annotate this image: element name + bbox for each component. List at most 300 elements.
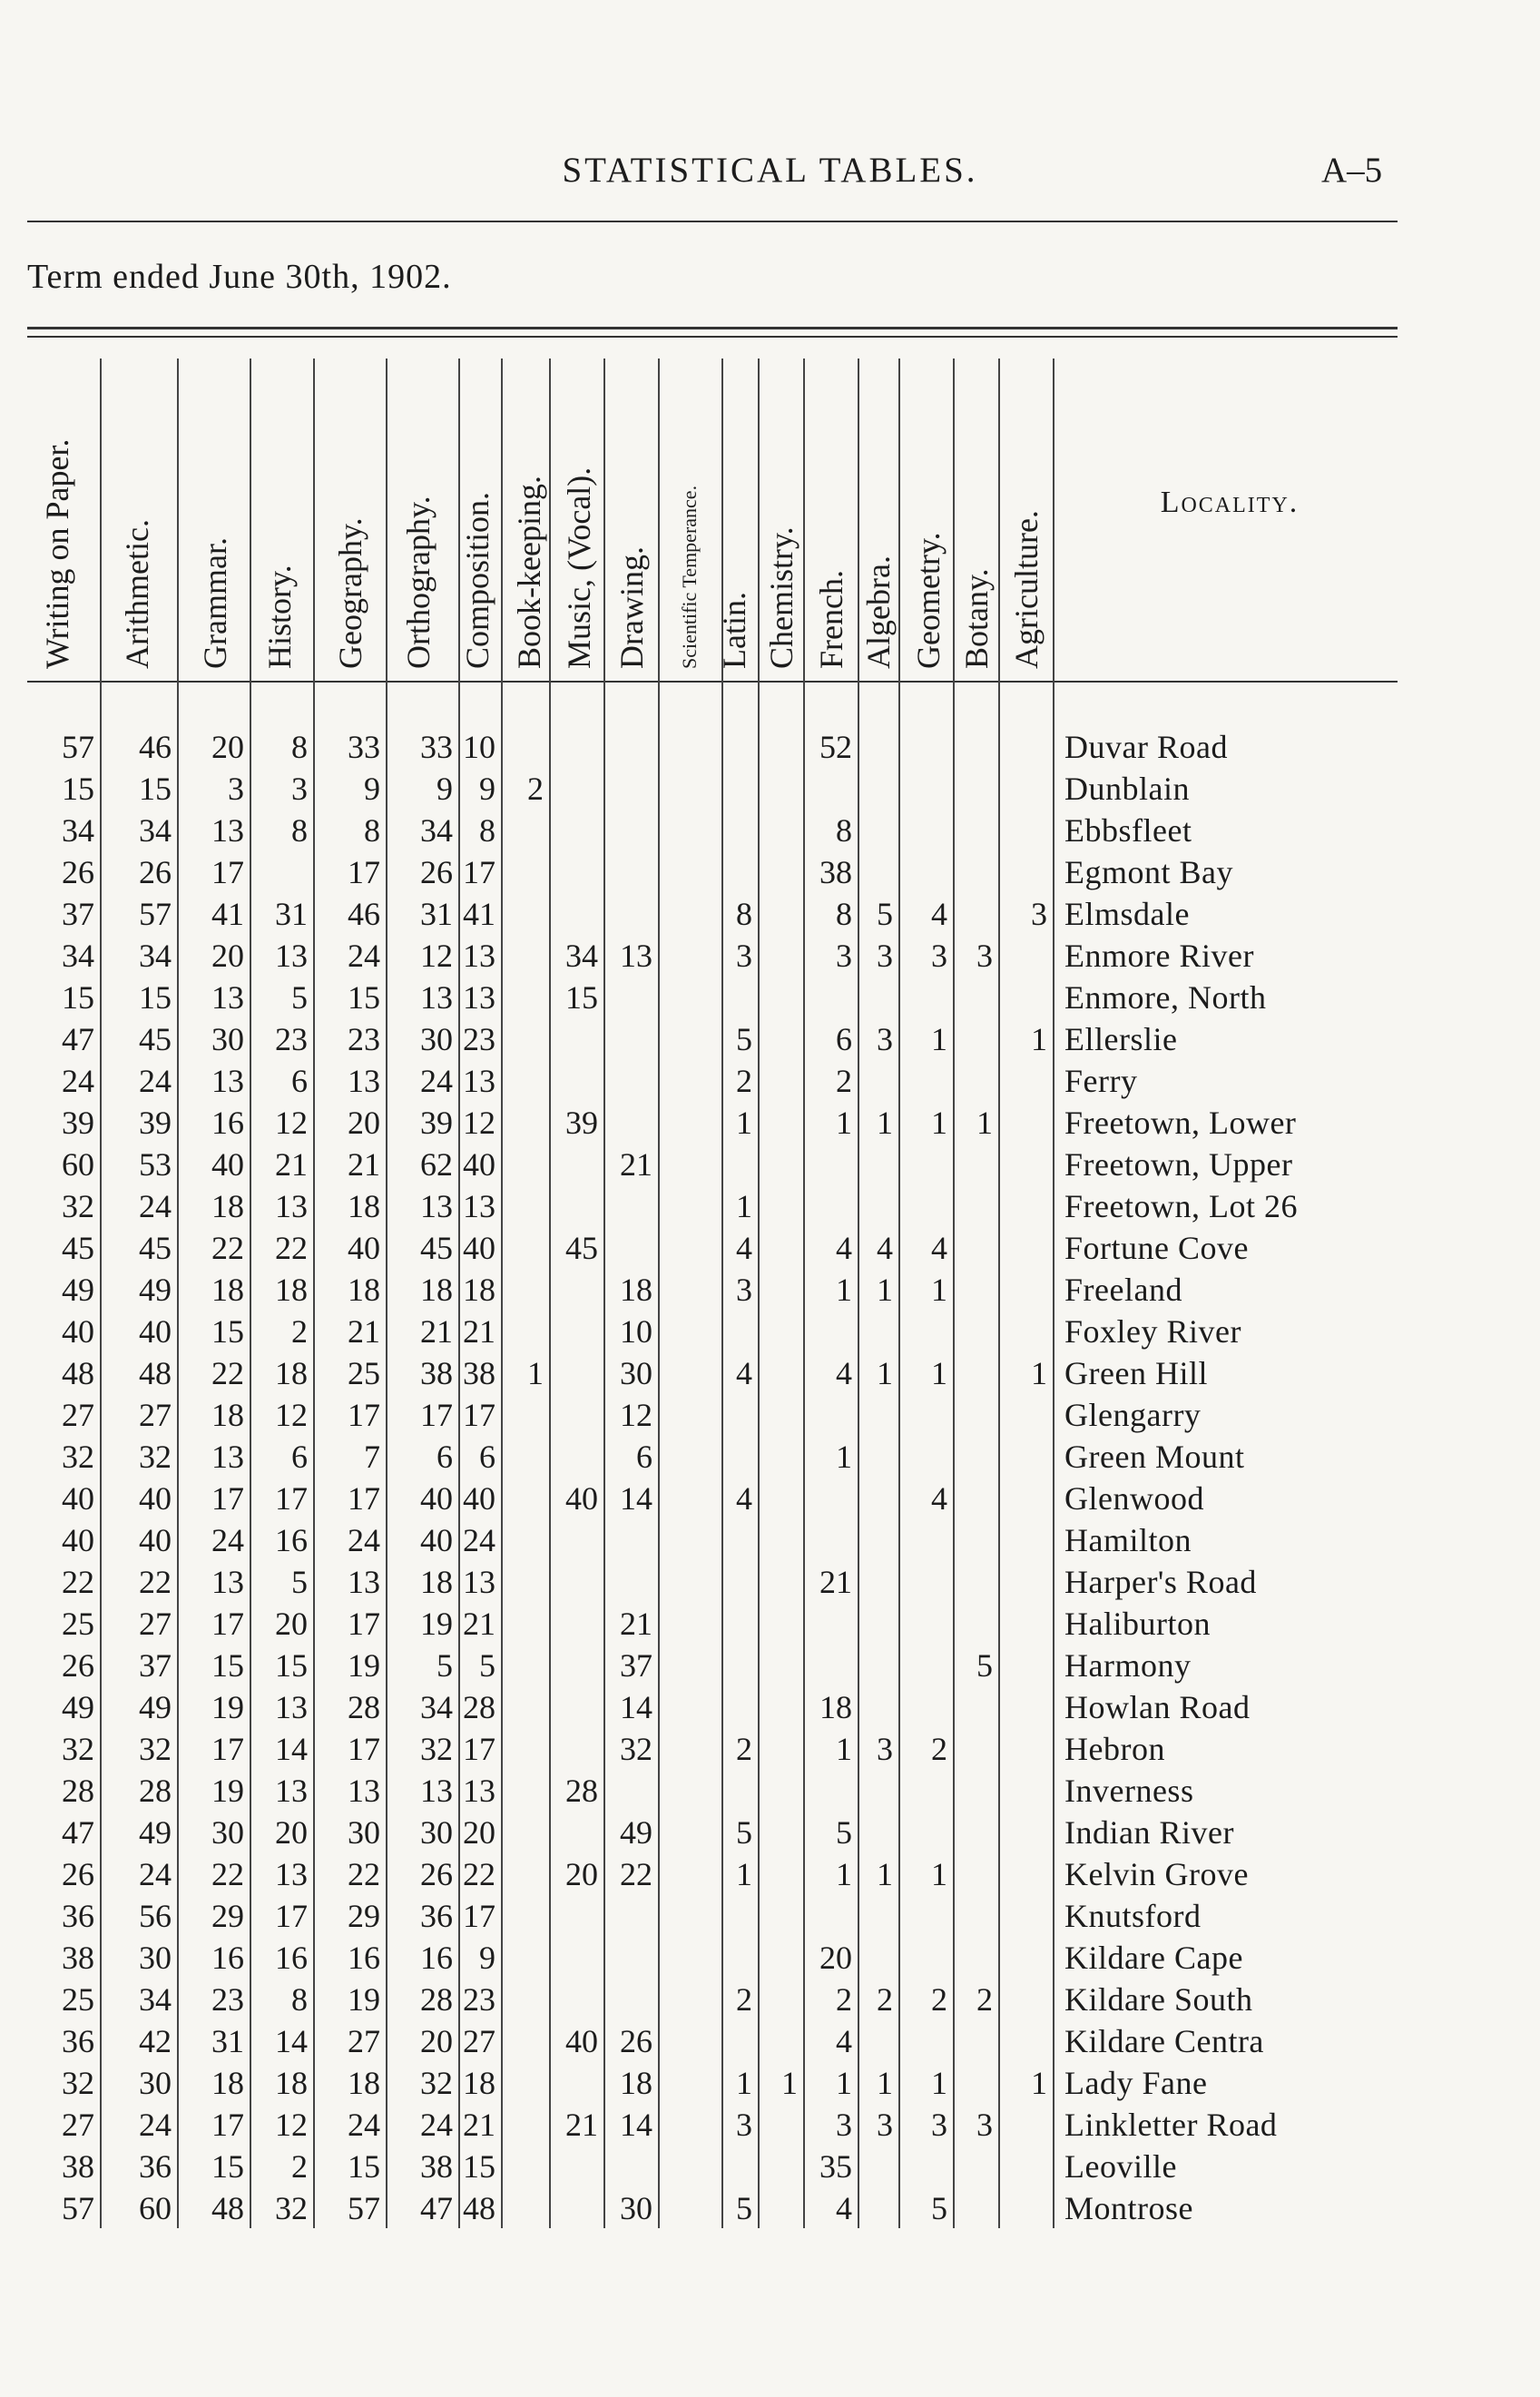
table-cell: 38	[420, 2148, 453, 2185]
table-cell: 26	[620, 2023, 652, 2059]
table-row	[0, 1102, 1540, 1144]
table-cell: 5	[736, 2190, 752, 2226]
table-cell: 28	[139, 1773, 172, 1809]
table-cell: 18	[348, 1188, 380, 1224]
table-cell: 2	[736, 1731, 752, 1767]
table-cell: 15	[348, 979, 380, 1016]
table-cell: 4	[736, 1480, 752, 1517]
table-cell: 6	[291, 1439, 308, 1475]
table-cell: 1	[877, 2065, 893, 2101]
table-cell: 17	[348, 1480, 380, 1517]
table-cell: 3	[976, 2107, 993, 2143]
table-cell: 21	[620, 1606, 652, 1642]
table-cell: 13	[463, 938, 495, 974]
table-row	[0, 2187, 1540, 2229]
table-cell: 48	[139, 1355, 172, 1391]
table-cell: 40	[348, 1230, 380, 1266]
table-cell: 16	[275, 1522, 308, 1558]
table-cell: 6	[479, 1439, 495, 1475]
table-cell: 21	[348, 1146, 380, 1183]
table-cell: 19	[211, 1689, 244, 1725]
table-cell: 12	[463, 1105, 495, 1141]
table-cell: 9	[479, 1940, 495, 1976]
table-cell: 18	[620, 1272, 652, 1308]
table-cell: 8	[291, 729, 308, 765]
table-cell: 18	[420, 1564, 453, 1600]
table-cell: 1	[931, 1272, 947, 1308]
table-cell: 40	[62, 1522, 94, 1558]
table-cell: 9	[436, 771, 453, 807]
column-header: Geometry.	[910, 532, 947, 669]
table-cell: 41	[211, 896, 244, 932]
table-cell: 32	[420, 2065, 453, 2101]
locality-cell: Duvar Road	[1064, 729, 1228, 765]
table-cell: 7	[364, 1439, 380, 1475]
table-cell: 4	[736, 1230, 752, 1266]
table-row	[0, 1144, 1540, 1185]
table-row	[0, 1311, 1540, 1352]
table-cell: 20	[420, 2023, 453, 2059]
table-cell: 15	[211, 2148, 244, 2185]
table-cell: 3	[836, 938, 852, 974]
table-cell: 4	[736, 1355, 752, 1391]
table-cell: 3	[291, 771, 308, 807]
column-header: Botany.	[958, 568, 995, 669]
table-cell: 40	[463, 1480, 495, 1517]
table-cell: 22	[62, 1564, 94, 1600]
table-row	[0, 1018, 1540, 1060]
table-cell: 24	[420, 1063, 453, 1099]
column-header: Drawing.	[613, 546, 650, 669]
table-cell: 48	[463, 2190, 495, 2226]
table-cell: 45	[62, 1230, 94, 1266]
table-cell: 1	[736, 1856, 752, 1892]
table-cell: 45	[139, 1021, 172, 1057]
table-row	[0, 1603, 1540, 1645]
table-cell: 45	[565, 1230, 598, 1266]
table-cell: 23	[463, 1021, 495, 1057]
table-cell: 1	[836, 1272, 852, 1308]
table-cell: 1	[736, 1188, 752, 1224]
table-row	[0, 768, 1540, 810]
table-cell: 30	[139, 2065, 172, 2101]
table-row	[0, 851, 1540, 893]
table-cell: 3	[736, 2107, 752, 2143]
table-cell: 27	[62, 2107, 94, 2143]
table-cell: 15	[62, 979, 94, 1016]
table-cell: 19	[211, 1773, 244, 1809]
table-cell: 18	[348, 1272, 380, 1308]
table-cell: 39	[565, 1105, 598, 1141]
table-cell: 13	[420, 1188, 453, 1224]
table-cell: 62	[420, 1146, 453, 1183]
table-cell: 1	[781, 2065, 798, 2101]
column-header: Book-keeping.	[511, 476, 547, 669]
table-cell: 17	[275, 1480, 308, 1517]
table-row	[0, 1728, 1540, 1770]
column-header: French.	[813, 570, 849, 669]
table-cell: 48	[62, 1355, 94, 1391]
table-cell: 28	[463, 1689, 495, 1725]
table-cell: 21	[620, 1146, 652, 1183]
table-cell: 1	[877, 1355, 893, 1391]
table-cell: 40	[565, 1480, 598, 1517]
table-cell: 20	[211, 729, 244, 765]
table-cell: 32	[275, 2190, 308, 2226]
table-cell: 3	[836, 2107, 852, 2143]
table-cell: 20	[463, 1814, 495, 1851]
table-cell: 48	[211, 2190, 244, 2226]
table-cell: 10	[463, 729, 495, 765]
table-cell: 31	[275, 896, 308, 932]
table-cell: 27	[348, 2023, 380, 2059]
table-cell: 57	[139, 896, 172, 932]
table-row	[0, 1645, 1540, 1686]
table-cell: 49	[139, 1272, 172, 1308]
table-cell: 20	[565, 1856, 598, 1892]
table-cell: 16	[275, 1940, 308, 1976]
locality-cell: Kildare Cape	[1064, 1940, 1243, 1976]
table-cell: 30	[420, 1021, 453, 1057]
table-cell: 29	[211, 1898, 244, 1934]
table-cell: 37	[620, 1647, 652, 1684]
table-cell: 15	[211, 1313, 244, 1350]
table-cell: 1	[736, 1105, 752, 1141]
table-cell: 30	[139, 1940, 172, 1976]
table-cell: 1	[931, 1856, 947, 1892]
table-row	[0, 1185, 1540, 1227]
table-cell: 38	[819, 854, 852, 890]
table-cell: 17	[348, 1606, 380, 1642]
table-cell: 36	[62, 1898, 94, 1934]
table-cell: 45	[139, 1230, 172, 1266]
table-cell: 32	[139, 1731, 172, 1767]
table-cell: 26	[62, 854, 94, 890]
table-cell: 13	[275, 1689, 308, 1725]
table-cell: 57	[62, 2190, 94, 2226]
table-cell: 21	[463, 2107, 495, 2143]
table-cell: 45	[420, 1230, 453, 1266]
table-row	[0, 1060, 1540, 1102]
table-cell: 13	[420, 1773, 453, 1809]
table-cell: 21	[275, 1146, 308, 1183]
table-cell: 21	[420, 1313, 453, 1350]
table-cell: 57	[348, 2190, 380, 2226]
table-cell: 17	[420, 1397, 453, 1433]
table-cell: 16	[420, 1940, 453, 1976]
table-cell: 3	[931, 2107, 947, 2143]
table-cell: 32	[62, 2065, 94, 2101]
table-cell: 32	[62, 1188, 94, 1224]
table-cell: 12	[275, 2107, 308, 2143]
table-cell: 42	[139, 2023, 172, 2059]
table-cell: 27	[463, 2023, 495, 2059]
table-cell: 17	[211, 854, 244, 890]
column-header: Chemistry.	[763, 526, 799, 669]
table-cell: 39	[139, 1105, 172, 1141]
table-cell: 1	[836, 1105, 852, 1141]
table-cell: 1	[877, 1105, 893, 1141]
locality-cell: Linkletter Road	[1064, 2107, 1278, 2143]
locality-cell: Ferry	[1064, 1063, 1138, 1099]
table-cell: 12	[275, 1397, 308, 1433]
table-cell: 13	[463, 1564, 495, 1600]
table-cell: 5	[291, 979, 308, 1016]
table-cell: 24	[139, 1188, 172, 1224]
table-cell: 32	[139, 1439, 172, 1475]
table-row	[0, 1227, 1540, 1269]
table-cell: 13	[211, 1063, 244, 1099]
table-cell: 5	[836, 1814, 852, 1851]
table-cell: 35	[819, 2148, 852, 2185]
table-cell: 1	[877, 1856, 893, 1892]
table-cell: 12	[620, 1397, 652, 1433]
locality-cell: Freetown, Lot 26	[1064, 1188, 1298, 1224]
table-cell: 1	[931, 1105, 947, 1141]
table-cell: 18	[819, 1689, 852, 1725]
table-cell: 49	[139, 1814, 172, 1851]
table-cell: 17	[463, 1898, 495, 1934]
table-cell: 26	[139, 854, 172, 890]
locality-cell: Freetown, Upper	[1064, 1146, 1293, 1183]
table-cell: 25	[348, 1355, 380, 1391]
table-cell: 40	[463, 1146, 495, 1183]
locality-cell: Ebbsfleet	[1064, 812, 1192, 849]
table-cell: 17	[275, 1898, 308, 1934]
table-cell: 17	[348, 1731, 380, 1767]
table-cell: 17	[211, 1731, 244, 1767]
table-cell: 16	[348, 1940, 380, 1976]
table-cell: 4	[836, 1355, 852, 1391]
table-cell: 18	[211, 2065, 244, 2101]
table-cell: 18	[463, 2065, 495, 2101]
table-cell: 26	[420, 1856, 453, 1892]
column-header: Agriculture.	[1008, 510, 1045, 669]
table-cell: 18	[463, 1272, 495, 1308]
table-cell: 60	[62, 1146, 94, 1183]
table-cell: 25	[62, 1606, 94, 1642]
table-cell: 36	[62, 2023, 94, 2059]
table-cell: 38	[62, 2148, 94, 2185]
locality-cell: Glenwood	[1064, 1480, 1204, 1517]
table-cell: 1	[736, 2065, 752, 2101]
table-cell: 4	[877, 1230, 893, 1266]
table-cell: 16	[211, 1105, 244, 1141]
table-cell: 13	[620, 938, 652, 974]
table-cell: 21	[819, 1564, 852, 1600]
table-cell: 60	[139, 2190, 172, 2226]
table-cell: 6	[436, 1439, 453, 1475]
table-cell: 33	[348, 729, 380, 765]
column-header: Orthography.	[400, 496, 436, 669]
table-cell: 13	[463, 979, 495, 1016]
table-row	[0, 1436, 1540, 1478]
table-cell: 40	[139, 1480, 172, 1517]
table-row	[0, 935, 1540, 977]
locality-cell: Ellerslie	[1064, 1021, 1178, 1057]
table-cell: 47	[62, 1814, 94, 1851]
locality-cell: Haliburton	[1064, 1606, 1211, 1642]
locality-cell: Leoville	[1064, 2148, 1177, 2185]
table-cell: 1	[836, 1856, 852, 1892]
table-cell: 2	[877, 1981, 893, 2018]
table-cell: 56	[139, 1898, 172, 1934]
table-cell: 17	[211, 2107, 244, 2143]
table-row	[0, 1686, 1540, 1728]
table-cell: 13	[463, 1063, 495, 1099]
table-cell: 13	[275, 1856, 308, 1892]
table-cell: 18	[620, 2065, 652, 2101]
table-cell: 40	[565, 2023, 598, 2059]
table-cell: 8	[291, 1981, 308, 2018]
table-cell: 20	[819, 1940, 852, 1976]
table-cell: 23	[463, 1981, 495, 2018]
table-cell: 32	[62, 1731, 94, 1767]
locality-cell: Hebron	[1064, 1731, 1165, 1767]
table-cell: 23	[211, 1981, 244, 2018]
table-cell: 20	[275, 1606, 308, 1642]
table-cell: 40	[62, 1313, 94, 1350]
table-cell: 3	[931, 938, 947, 974]
table-cell: 49	[139, 1689, 172, 1725]
table-cell: 12	[420, 938, 453, 974]
table-cell: 36	[139, 2148, 172, 2185]
locality-cell: Fortune Cove	[1064, 1230, 1249, 1266]
table-row	[0, 1519, 1540, 1561]
table-cell: 27	[62, 1397, 94, 1433]
table-cell: 33	[420, 729, 453, 765]
table-cell: 14	[620, 2107, 652, 2143]
table-cell: 2	[736, 1981, 752, 2018]
table-cell: 3	[736, 1272, 752, 1308]
table-cell: 17	[348, 854, 380, 890]
table-cell: 14	[275, 2023, 308, 2059]
table-cell: 24	[62, 1063, 94, 1099]
table-cell: 40	[211, 1146, 244, 1183]
table-cell: 13	[211, 1564, 244, 1600]
table-cell: 52	[819, 729, 852, 765]
table-cell: 1	[877, 1272, 893, 1308]
table-row	[0, 1979, 1540, 2020]
table-cell: 1	[836, 2065, 852, 2101]
table-cell: 2	[836, 1063, 852, 1099]
table-cell: 17	[211, 1606, 244, 1642]
table-cell: 20	[275, 1814, 308, 1851]
table-cell: 17	[463, 1731, 495, 1767]
locality-cell: Inverness	[1064, 1773, 1194, 1809]
table-cell: 17	[463, 854, 495, 890]
table-cell: 28	[62, 1773, 94, 1809]
table-cell: 8	[736, 896, 752, 932]
table-row	[0, 1853, 1540, 1895]
table-cell: 26	[420, 854, 453, 890]
table-cell: 3	[1031, 896, 1047, 932]
table-cell: 22	[463, 1856, 495, 1892]
table-cell: 1	[931, 2065, 947, 2101]
table-cell: 24	[139, 1856, 172, 1892]
table-cell: 18	[211, 1397, 244, 1433]
table-cell: 14	[620, 1480, 652, 1517]
table-cell: 1	[931, 1355, 947, 1391]
table-cell: 15	[565, 979, 598, 1016]
table-cell: 24	[463, 1522, 495, 1558]
table-cell: 26	[62, 1856, 94, 1892]
table-cell: 46	[139, 729, 172, 765]
locality-cell: Dunblain	[1064, 771, 1190, 807]
page-title: STATISTICAL TABLES.	[562, 151, 978, 190]
table-cell: 5	[291, 1564, 308, 1600]
table-cell: 9	[364, 771, 380, 807]
table-cell: 1	[1031, 1021, 1047, 1057]
table-cell: 22	[620, 1856, 652, 1892]
locality-cell: Enmore River	[1064, 938, 1254, 974]
table-cell: 8	[291, 812, 308, 849]
table-cell: 21	[463, 1606, 495, 1642]
table-cell: 9	[479, 771, 495, 807]
table-cell: 5	[976, 1647, 993, 1684]
table-row	[0, 810, 1540, 851]
table-cell: 24	[211, 1522, 244, 1558]
table-cell: 2	[291, 1313, 308, 1350]
table-cell: 24	[348, 1522, 380, 1558]
table-cell: 28	[348, 1689, 380, 1725]
table-cell: 49	[620, 1814, 652, 1851]
table-cell: 3	[736, 938, 752, 974]
table-cell: 24	[139, 2107, 172, 2143]
locality-cell: Glengarry	[1064, 1397, 1202, 1433]
locality-cell: Harmony	[1064, 1647, 1192, 1684]
table-cell: 18	[211, 1188, 244, 1224]
table-cell: 15	[139, 771, 172, 807]
locality-cell: Harper's Road	[1064, 1564, 1257, 1600]
locality-cell: Hamilton	[1064, 1522, 1192, 1558]
column-header: Geography.	[332, 517, 368, 669]
table-cell: 1	[931, 1021, 947, 1057]
column-header: Arithmetic.	[119, 519, 155, 669]
table-cell: 1	[836, 1439, 852, 1475]
table-row	[0, 1895, 1540, 1937]
table-cell: 23	[348, 1021, 380, 1057]
table-cell: 19	[348, 1981, 380, 2018]
table-row	[0, 1770, 1540, 1812]
table-cell: 3	[228, 771, 244, 807]
table-cell: 21	[463, 1313, 495, 1350]
table-cell: 17	[463, 1397, 495, 1433]
table-cell: 13	[211, 979, 244, 1016]
table-row	[0, 2062, 1540, 2104]
table-cell: 3	[877, 2107, 893, 2143]
table-row	[0, 726, 1540, 768]
table-cell: 23	[275, 1021, 308, 1057]
table-cell: 18	[275, 2065, 308, 2101]
table-cell: 16	[211, 1940, 244, 1976]
table-row	[0, 1394, 1540, 1436]
table-cell: 41	[463, 896, 495, 932]
table-cell: 3	[877, 1731, 893, 1767]
table-cell: 2	[836, 1981, 852, 2018]
table-cell: 2	[931, 1731, 947, 1767]
table-cell: 34	[139, 1981, 172, 2018]
table-cell: 13	[420, 979, 453, 1016]
table-cell: 24	[348, 938, 380, 974]
table-cell: 32	[62, 1439, 94, 1475]
table-cell: 18	[275, 1272, 308, 1308]
table-cell: 5	[877, 896, 893, 932]
table-cell: 3	[877, 938, 893, 974]
locality-cell: Kildare South	[1064, 1981, 1253, 2018]
table-cell: 32	[620, 1731, 652, 1767]
table-cell: 40	[420, 1480, 453, 1517]
